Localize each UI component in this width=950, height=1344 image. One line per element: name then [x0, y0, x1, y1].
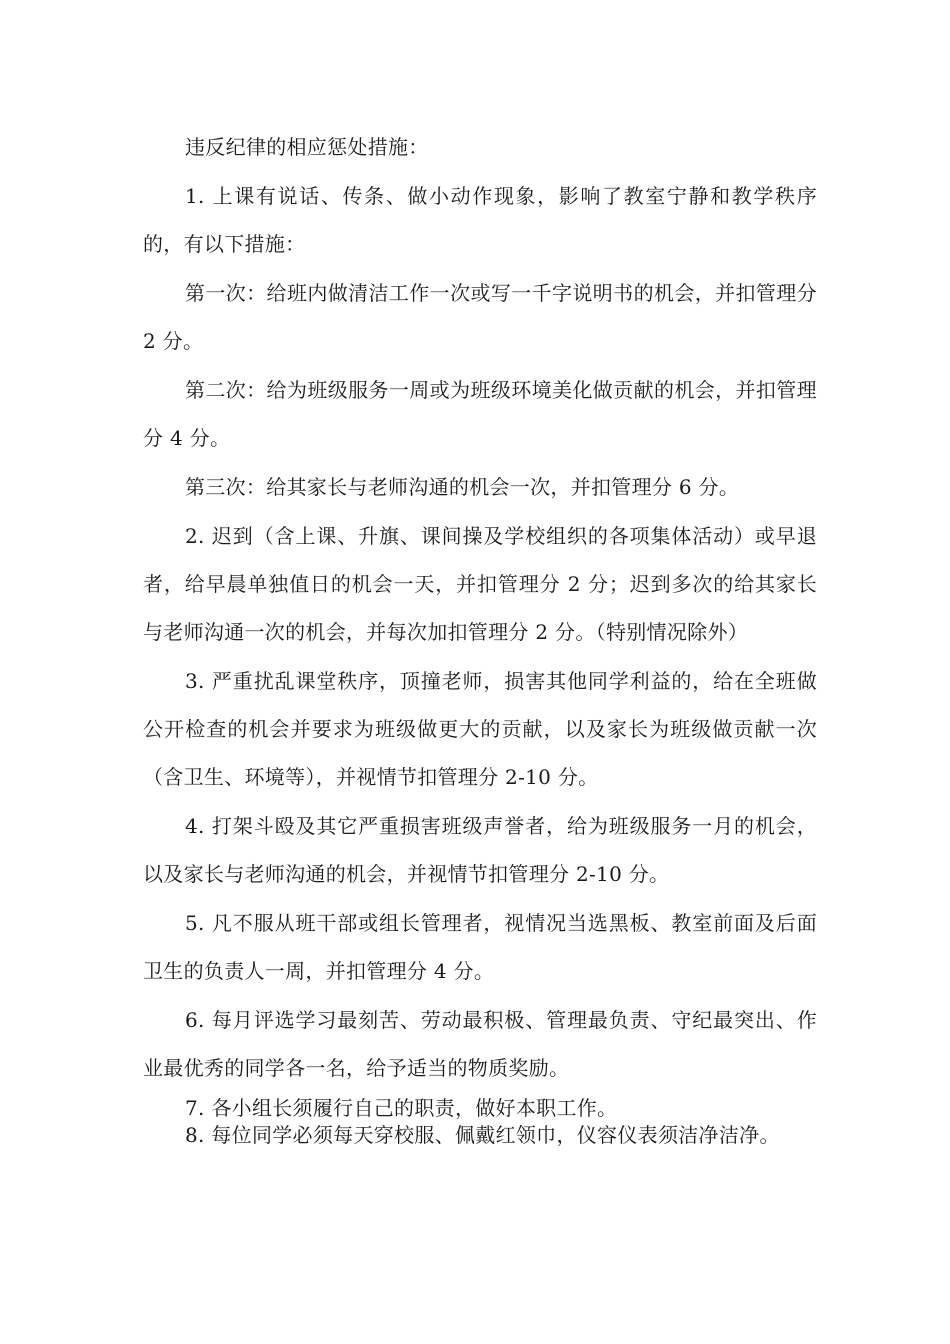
rule-4: 4. 打架斗殴及其它严重损害班级声誉者，给为班级服务一月的机会，以及家长与老师沟通的机会，并视情节扣管理分 2-10 分。 — [143, 814, 817, 886]
rule-8: 8. 每位同学必须每天穿校服、佩戴红领巾，仪容仪表须洁净洁净。 — [185, 1123, 780, 1147]
rule-5: 5. 凡不服从班干部或组长管理者，视情况当选黑板、教室前面及后面卫生的负责人一周，并扣管理分 4 分。 — [143, 911, 817, 983]
rule-6: 6. 每月评选学习最刻苦、劳动最积极、管理最负责、守纪最突出、作业最优秀的同学各一名，给予适当的物质奖励。 — [143, 1008, 817, 1080]
document-body — [143, 123, 817, 1149]
rule-1: 1. 上课有说话、传条、做小动作现象，影响了教室宁静和教学秩序的，有以下措施： — [143, 184, 817, 256]
rule-1-second-offense: 第二次：给为班级服务一周或为班级环境美化做贡献的机会，并扣管理分 4 分。 — [143, 378, 817, 450]
rule-2: 2. 迟到（含上课、升旗、课间操及学校组织的各项集体活动）或早退者，给早晨单独值日的机会一天，并扣管理分 2 分；迟到多次的给其家长与老师沟通一次的机会，并每次加扣管理分 2 分。（特别情况除外） — [143, 524, 817, 644]
rule-7: 7. 各小组长须履行自己的职责，做好本职工作。 — [185, 1096, 618, 1120]
rule-3: 3. 严重扰乱课堂秩序，顶撞老师，损害其他同学利益的，给在全班做公开检查的机会并要求为班级做更大的贡献，以及家长为班级做贡献一次（含卫生、环境等），并视情节扣管理分 2-10 分。 — [143, 669, 817, 789]
section-heading: 违反纪律的相应惩处措施： — [185, 135, 429, 159]
rule-1-third-offense: 第三次：给其家长与老师沟通的机会一次，并扣管理分 6 分。 — [185, 475, 740, 499]
rule-1-first-offense: 第一次：给班内做清洁工作一次或写一千字说明书的机会，并扣管理分 2 分。 — [143, 281, 817, 353]
